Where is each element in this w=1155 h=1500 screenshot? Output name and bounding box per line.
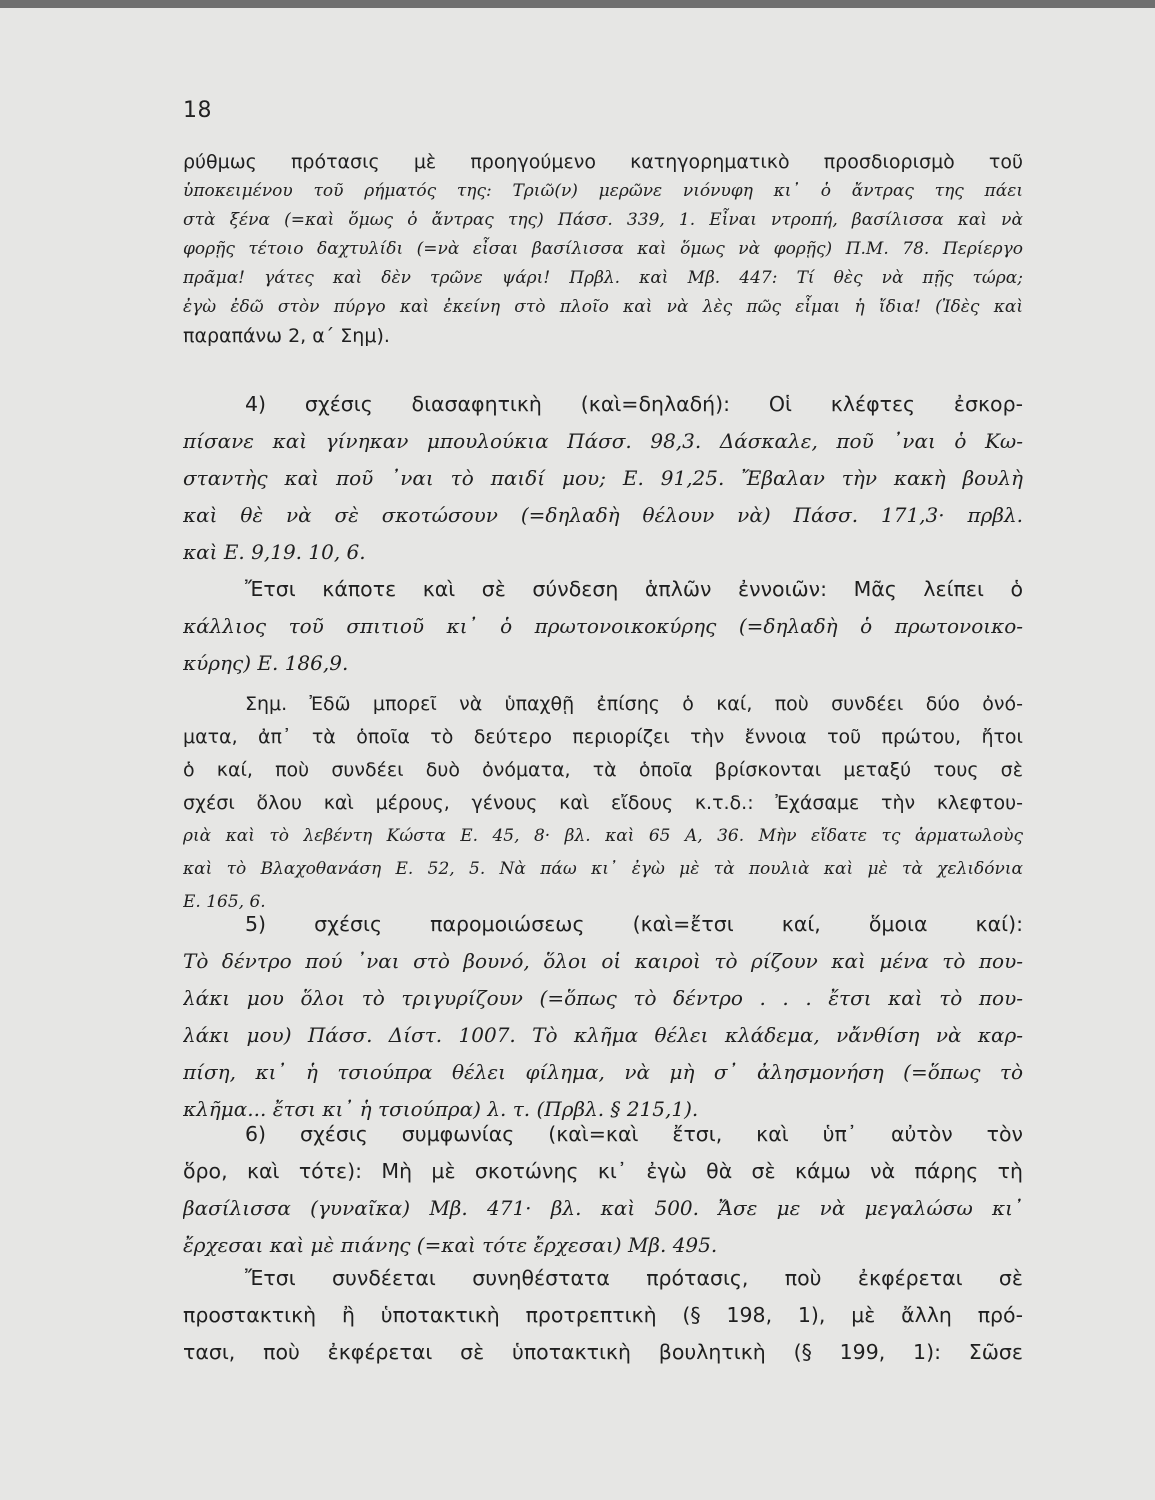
section-4-diasafitiki: [183, 386, 1023, 682]
text-line: ὁ καί, ποὺ συνδέει δυὸ ὀνόματα, τὰ ὁποῖα βρίσκονται μεταξύ τους σὲ: [183, 759, 1023, 781]
book-page: [0, 8, 1155, 1500]
section-6-symfonias: [183, 1116, 1023, 1264]
text-line: σχέσι ὅλου καὶ μέρους, γένους καὶ εἴδους κ.τ.δ.: Ἐχάσαμε τὴν κλεφτου-: [183, 792, 1023, 814]
text-line: ἐγὼ ἐδῶ στὸν πύργο καὶ ἐκείνη στὸ πλοῖο καὶ νὰ λὲς πῶς εἶμαι ἡ ἴδια! (Ἰδὲς καὶ: [183, 297, 1023, 317]
text-line: βασίλισσα (γυναῖκα) Μβ. 471· βλ. καὶ 500. Ἄσε με νὰ μεγαλώσω κι᾽: [183, 1196, 1023, 1220]
text-line: ἔρχεσαι καὶ μὲ πιάνης (=καὶ τότε ἔρχεσαι) Μβ. 495.: [183, 1233, 718, 1257]
text-line: καὶ Ε. 9,19. 10, 6.: [183, 540, 366, 564]
section-heading-line: 4) σχέσις διασαφητικὴ (καὶ=δηλαδή): Οἱ κλέφτες ἐσκορ-: [245, 392, 1023, 416]
text-line: ὅρο, καὶ τότε): Μὴ μὲ σκοτώνης κι᾽ ἐγὼ θὰ σὲ κάμω νὰ πάρης τὴ: [183, 1159, 1023, 1183]
text-line: πίσανε καὶ γίνηκαν μπουλούκια Πάσσ. 98,3. Δάσκαλε, ποῦ ᾽ναι ὁ Κω-: [183, 429, 1023, 453]
text-line: πρᾶμα! γάτες καὶ δὲν τρῶνε ψάρι! Πρβλ. καὶ Μβ. 447: Τί θὲς νὰ πῇς τώρα;: [183, 268, 1023, 288]
text-line: πίση, κι᾽ ἡ τσιούπρα θέλει φίλημα, νὰ μὴ σ᾽ ἀλησμονήση (=ὅπως τὸ: [183, 1060, 1023, 1084]
text-line: Ε. 165, 6.: [183, 892, 266, 912]
text-line: καὶ τὸ Βλαχοθανάση Ε. 52, 5. Νὰ πάω κι᾽ ἐγὼ μὲ τὰ πουλιὰ καὶ μὲ τὰ χελιδόνια: [183, 859, 1023, 879]
text-line: Τὸ δέντρο πού ᾽ναι στὸ βουνό, ὅλοι οἱ καιροὶ τὸ ρίζουν καὶ μένα τὸ που-: [183, 949, 1023, 973]
note-paragraph: [183, 688, 1023, 919]
text-line: Ἔτσι συνδέεται συνηθέστατα πρότασις, ποὺ ἐκφέρεται σὲ: [245, 1266, 1023, 1290]
text-line: κύρης) Ε. 186,9.: [183, 651, 349, 675]
text-line: φορῇς τέτοιο δαχτυλίδι (=νὰ εἶσαι βασίλισσα καὶ ὅμως νὰ φορῇς) Π.Μ. 78. Περίεργο: [183, 239, 1023, 259]
text-line: προστακτικὴ ἢ ὑποτακτικὴ προτρεπτικὴ (§ 198, 1), μὲ ἄλλη πρό-: [183, 1303, 1023, 1327]
text-line: κάλλιος τοῦ σπιτιοῦ κι᾽ ὁ πρωτονοικοκύρης (=δηλαδὴ ὁ πρωτονοικο-: [183, 614, 1023, 638]
page-number: 18: [183, 98, 212, 123]
scan-top-edge: [0, 0, 1155, 8]
paragraph-intro: [183, 148, 1023, 351]
text-line: παραπάνω 2, α΄ Σημ).: [183, 325, 390, 347]
text-line: ριὰ καὶ τὸ λεβέντη Κώστα Ε. 45, 8· βλ. καὶ 65 Α, 36. Μὴν εἴδατε τς ἁρματωλοὺς: [183, 826, 1023, 846]
text-line: στὰ ξένα (=καὶ ὅμως ὁ ἄντρας της) Πάσσ. 339, 1. Εἶναι ντροπή, βασίλισσα καὶ νὰ: [183, 210, 1023, 230]
text-line: κλῆμα... ἔτσι κι᾽ ἡ τσιούπρα) λ. τ. (Πρβλ. § 215,1).: [183, 1097, 699, 1121]
text-line: ὑποκειμένου τοῦ ρήματός της: Τριῶ(ν) μερῶνε νιόνυφη κι᾽ ὁ ἄντρας της πάει: [183, 181, 1023, 201]
paragraph-final: [183, 1260, 1023, 1371]
text-line: καὶ θὲ νὰ σὲ σκοτώσουν (=δηλαδὴ θέλουν νὰ) Πάσσ. 171,3· πρβλ.: [183, 503, 1023, 527]
text-line: ματα, ἀπ᾽ τὰ ὁποῖα τὸ δεύτερο περιορίζει τὴν ἔννοια τοῦ πρώτου, ἤτοι: [183, 726, 1023, 748]
text-line: Ἔτσι κάποτε καὶ σὲ σύνδεση ἁπλῶν ἐννοιῶν: Μᾶς λείπει ὁ: [245, 577, 1023, 601]
text-line: ρύθμως πρότασις μὲ προηγούμενο κατηγορηματικὸ προσδιορισμὸ τοῦ: [183, 151, 1023, 173]
text-line: τασι, ποὺ ἐκφέρεται σὲ ὑποτακτικὴ βουλητικὴ (§ 199, 1): Σῶσε: [183, 1340, 1023, 1364]
section-heading-line: 6) σχέσις συμφωνίας (καὶ=καὶ ἔτσι, καὶ ὑπ᾽ αὐτὸν τὸν: [245, 1122, 1023, 1146]
section-heading-line: 5) σχέσις παρομοιώσεως (καὶ=ἔτσι καί, ὅμοια καί):: [245, 912, 1023, 936]
text-line: Σημ. Ἐδῶ μπορεῖ νὰ ὑπαχθῇ ἐπίσης ὁ καί, ποὺ συνδέει δύο ὀνό-: [245, 693, 1023, 715]
text-line: λάκι μου ὅλοι τὸ τριγυρίζουν (=ὅπως τὸ δέντρο . . . ἔτσι καὶ τὸ που-: [183, 986, 1023, 1010]
section-5-paromoioseos: [183, 906, 1023, 1128]
text-line: λάκι μου) Πάσσ. Δίστ. 1007. Τὸ κλῆμα θέλει κλάδεμα, νἄνθίση νὰ καρ-: [183, 1023, 1023, 1047]
text-line: σταντὴς καὶ ποῦ ᾽ναι τὸ παιδί μου; Ε. 91,25. Ἔβαλαν τὴν κακὴ βουλὴ: [183, 466, 1023, 490]
